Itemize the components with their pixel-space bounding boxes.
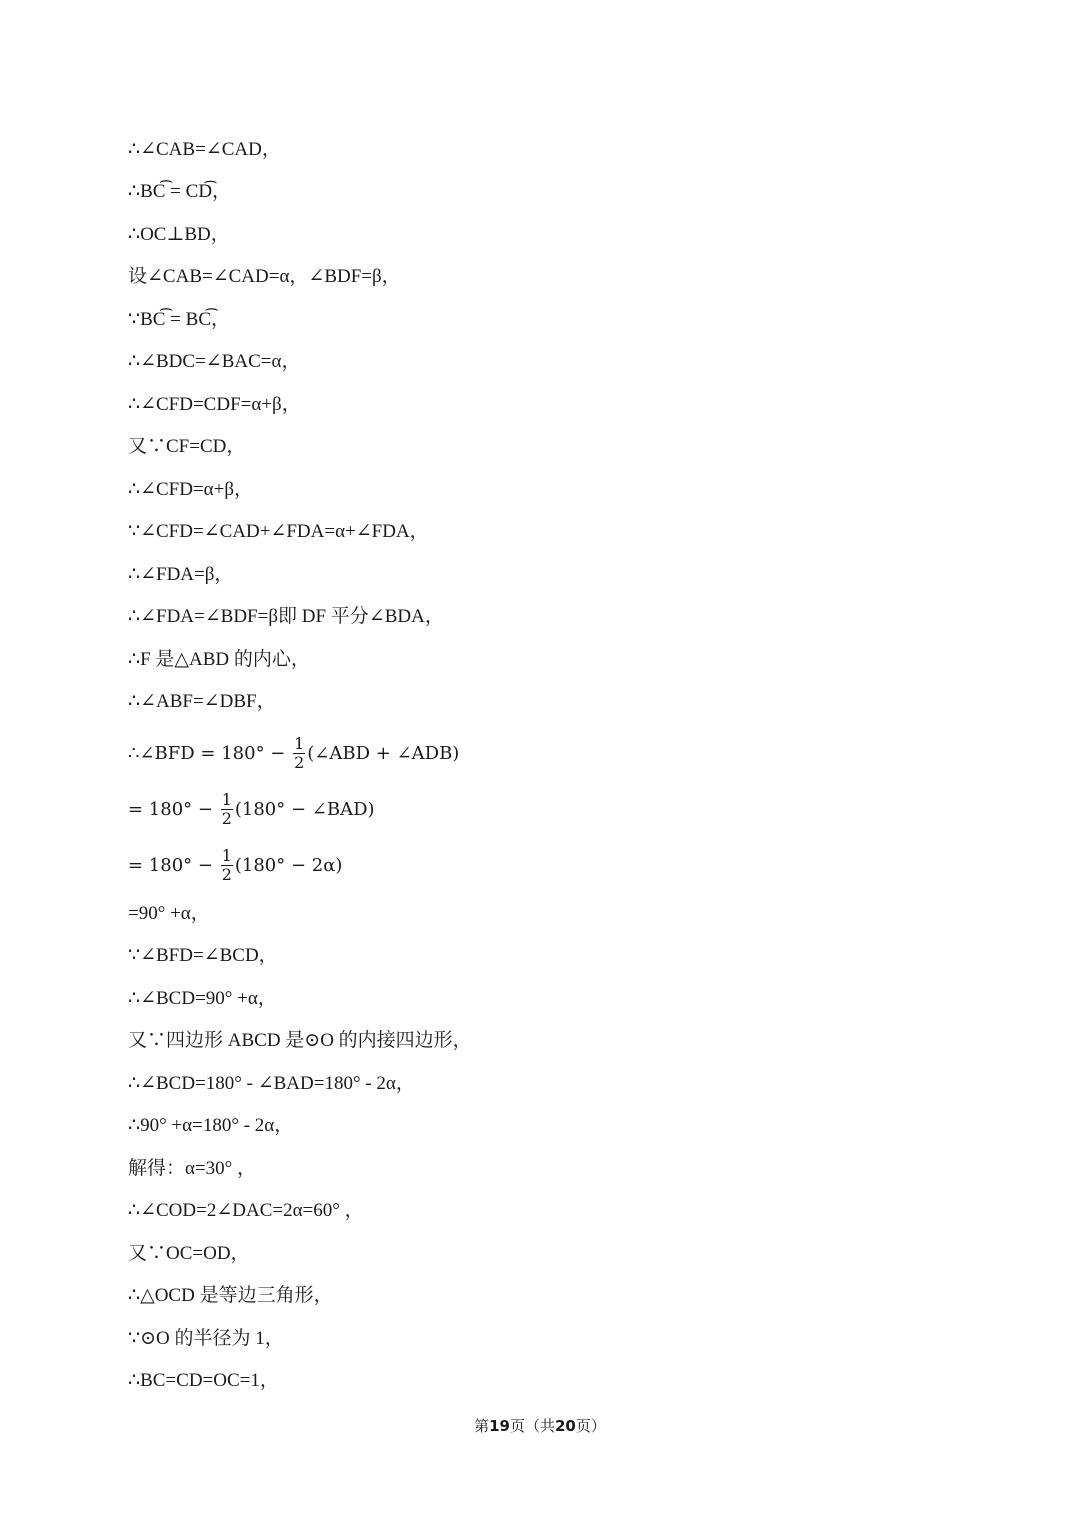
step-line: ∴F 是△ABD 的内心， <box>128 649 310 670</box>
step-line: ∴∠CFD=α+β， <box>128 479 254 500</box>
step-line: ∴∠BCD=180° - ∠BAD=180° - 2α， <box>128 1073 415 1094</box>
equation-suffix: (180° − 2α) <box>234 854 343 876</box>
step-line: 又∵CF=CD， <box>128 436 246 457</box>
step-line: ∴∠CAB=∠CAD， <box>128 139 281 160</box>
footer-suffix: 页） <box>575 1417 606 1435</box>
step-line: ∵⊙O 的半径为 1， <box>128 1328 284 1349</box>
step-line: ∵∠CFD=∠CAD+∠FDA=α+∠FDA， <box>128 521 429 542</box>
equation-prefix: = 180° − <box>128 854 219 876</box>
step-line: ∵∠BFD=∠BCD， <box>128 945 278 966</box>
fraction-denominator: 2 <box>221 864 232 884</box>
step-line: 解得：α=30° ， <box>128 1158 257 1179</box>
fraction-denominator: 2 <box>294 752 305 772</box>
equation-prefix: = 180° − <box>128 798 219 820</box>
fraction-denominator: 2 <box>221 808 232 828</box>
step-line: ∴△OCD 是等边三角形， <box>128 1285 333 1306</box>
step-line: 又∵OC=OD， <box>128 1243 250 1264</box>
fraction <box>221 847 233 884</box>
step-line: ∴∠BCD=90° +α， <box>128 988 277 1009</box>
equation-suffix: (∠ABD + ∠ADB) <box>307 742 460 764</box>
fraction <box>293 735 305 772</box>
fraction-numerator: 1 <box>221 789 232 809</box>
step-line: ∴BC͡ = CD͡， <box>128 181 232 202</box>
step-line: 又∵四边形 ABCD 是⊙O 的内接四边形， <box>128 1030 472 1051</box>
total-page-number: 20 <box>555 1417 576 1435</box>
equation-prefix: ∴∠BFD = 180° − <box>128 742 292 764</box>
fraction-numerator: 1 <box>221 845 232 865</box>
step-line: 设∠CAB=∠CAD=α，∠BDF=β， <box>128 266 401 287</box>
step-line: ∴OC⊥BD， <box>128 224 230 245</box>
step-line: ∴∠FDA=∠BDF=β即 DF 平分∠BDA， <box>128 606 444 627</box>
step-line: ∴∠ABF=∠DBF， <box>128 691 276 712</box>
fraction-numerator: 1 <box>294 733 305 753</box>
current-page-number: 19 <box>489 1417 510 1435</box>
step-line: ∴BC=CD=OC=1， <box>128 1370 279 1391</box>
fraction-equation <box>128 787 375 831</box>
footer-prefix: 第 <box>474 1417 490 1435</box>
fraction <box>221 791 233 828</box>
step-line: ∴∠CFD=CDF=α+β， <box>128 394 301 415</box>
step-line: =90° +α， <box>128 903 210 924</box>
fraction-equation <box>128 731 459 775</box>
step-line: ∴∠BDC=∠BAC=α， <box>128 351 301 372</box>
page-footer <box>0 1415 1080 1437</box>
step-line: ∴90° +α=180° - 2α， <box>128 1115 294 1136</box>
step-line: ∴∠FDA=β， <box>128 564 234 585</box>
step-line: ∴∠COD=2∠DAC=2α=60° ， <box>128 1200 364 1221</box>
equation-suffix: (180° − ∠BAD) <box>234 798 375 820</box>
footer-middle: 页（共 <box>509 1417 555 1435</box>
step-line: ∵BC͡ = BC͡， <box>128 309 230 330</box>
fraction-equation <box>128 843 342 887</box>
